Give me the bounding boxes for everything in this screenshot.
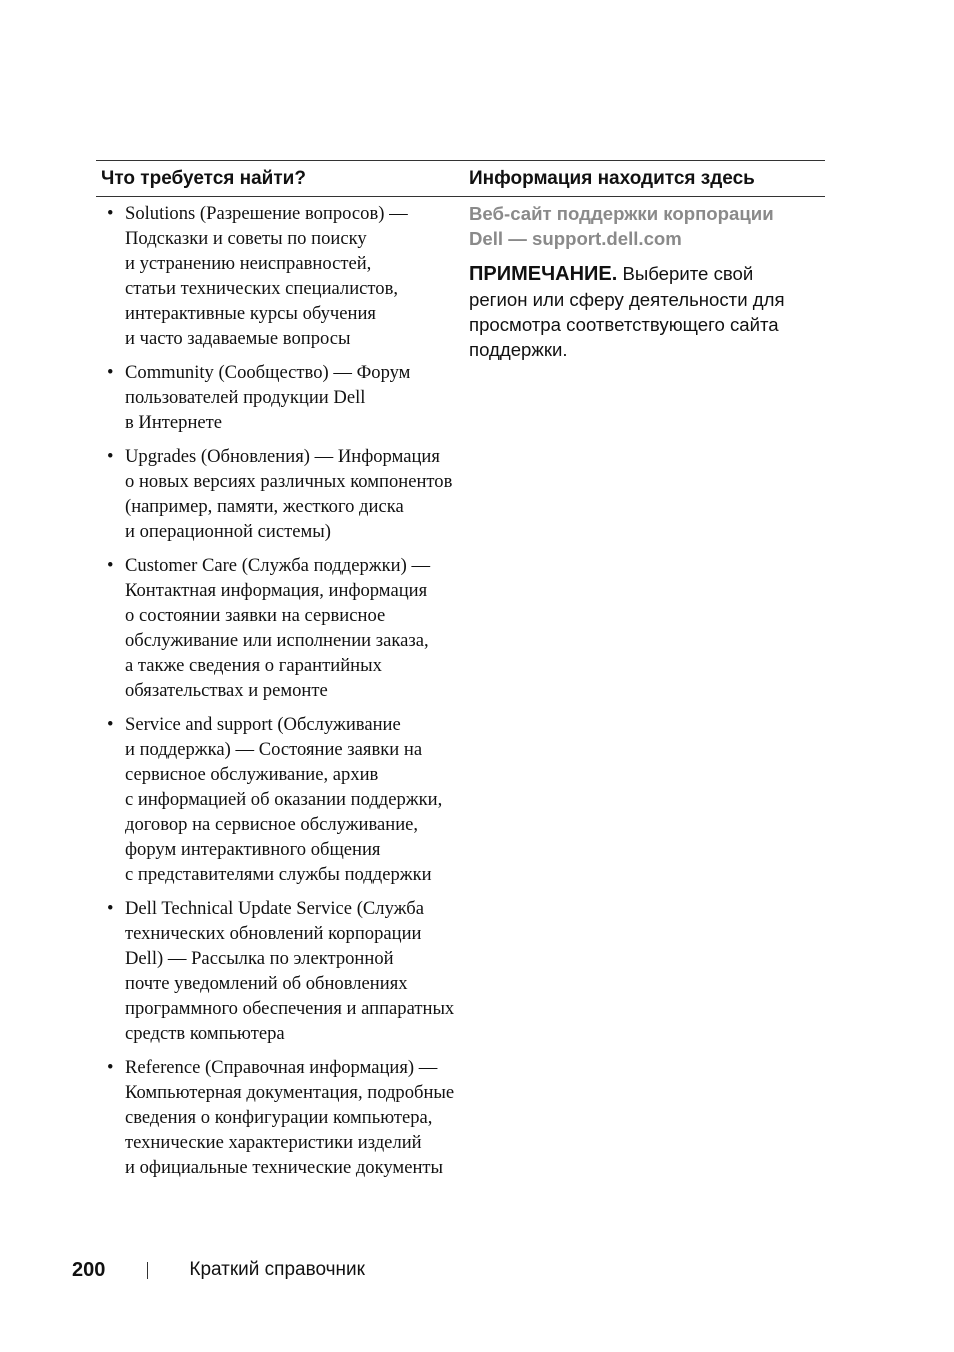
list-item-line: Reference (Справочная информация) — [125, 1057, 438, 1078]
list-item-line: и официальные технические документы [125, 1157, 444, 1178]
list-item-line: Upgrades (Обновления) — Информация [125, 446, 440, 467]
list-item-line: Подсказки и советы по поиску [125, 228, 367, 249]
list-item [96, 712, 463, 887]
list-item-line: с информацией об оказании поддержки, [125, 789, 443, 810]
list-item-line: Dell Technical Update Service (Служба [125, 898, 424, 919]
note-first-line [469, 261, 825, 287]
note-label: ПРИМЕЧАНИЕ. [469, 263, 618, 285]
source-column [463, 201, 825, 1189]
bullet-icon: • [107, 203, 114, 224]
bullet-icon: • [107, 714, 114, 735]
list-item [96, 1055, 463, 1180]
list-item [96, 201, 463, 351]
bullet-icon: • [107, 1057, 114, 1078]
table-body-row [96, 197, 825, 1189]
list-item-line: технических обновлений корпорации [125, 923, 422, 944]
list-item-line: Компьютерная документация, подробные [125, 1082, 455, 1103]
list-item-line: форум интерактивного общения [125, 839, 381, 860]
support-website [469, 201, 825, 251]
list-item [96, 360, 463, 435]
list-item [96, 896, 463, 1046]
list-item-line: Customer Care (Служба поддержки) — [125, 555, 431, 576]
website-line: Dell — support.dell.com [469, 228, 682, 249]
list-item-line: программного обеспечения и аппаратных [125, 998, 455, 1019]
list-item-line: Community (Сообщество) — Форум [125, 362, 411, 383]
list-item-line: Service and support (Обслуживание [125, 714, 401, 735]
bullet-icon: • [107, 555, 114, 576]
list-item-line: о новых версиях различных компонентов [125, 471, 453, 492]
page-number: 200 [72, 1258, 106, 1281]
header-where-to-find: Информация находится здесь [469, 167, 755, 189]
footer-separator [147, 1262, 148, 1279]
footer-title: Краткий справочник [189, 1259, 365, 1280]
list-item-line: и поддержка) — Состояние заявки на [125, 739, 423, 760]
topics-list [96, 201, 463, 1180]
list-item-line: обязательствах и ремонте [125, 680, 328, 701]
note-block [469, 261, 825, 362]
list-item-line: Dell) — Рассылка по электронной [125, 948, 394, 969]
header-what-to-find: Что требуется найти? [101, 167, 306, 189]
list-item-line: и операционной системы) [125, 521, 331, 542]
info-table [96, 160, 825, 1189]
website-line: Веб-сайт поддержки корпорации [469, 203, 774, 224]
list-item [96, 444, 463, 544]
list-item-line: в Интернете [125, 412, 223, 433]
bullet-icon: • [107, 362, 114, 383]
table-header-row [96, 161, 825, 196]
list-item-line: а также сведения о гарантийных [125, 655, 382, 676]
list-item-line: с представителями службы поддержки [125, 864, 432, 885]
list-item-line: (например, памяти, жесткого диска [125, 496, 404, 517]
list-item-line: сведения о конфигурации компьютера, [125, 1107, 433, 1128]
bullet-icon: • [107, 898, 114, 919]
list-item [96, 553, 463, 703]
note-text: просмотра соответствующего сайта [469, 314, 779, 335]
list-item-line: пользователей продукции Dell [125, 387, 366, 408]
list-item-line: о состоянии заявки на сервисное [125, 605, 386, 626]
list-item-line: и устранению неисправностей, [125, 253, 372, 274]
list-item-line: Контактная информация, информация [125, 580, 428, 601]
list-item-line: статьи технических специалистов, [125, 278, 399, 299]
topics-column [96, 201, 463, 1189]
note-text: Выберите свой [617, 263, 754, 284]
bullet-icon: • [107, 446, 114, 467]
list-item-line: средств компьютера [125, 1023, 285, 1044]
list-item-line: интерактивные курсы обучения [125, 303, 376, 324]
page-footer [72, 1256, 365, 1284]
list-item-line: почте уведомлений об обновлениях [125, 973, 408, 994]
list-item-line: обслуживание или исполнении заказа, [125, 630, 429, 651]
list-item-line: сервисное обслуживание, архив [125, 764, 379, 785]
note-text: поддержки. [469, 339, 568, 360]
list-item-line: Solutions (Разрешение вопросов) — [125, 203, 408, 224]
list-item-line: технические характеристики изделий [125, 1132, 422, 1153]
list-item-line: и часто задаваемые вопросы [125, 328, 351, 349]
list-item-line: договор на сервисное обслуживание, [125, 814, 419, 835]
note-text: регион или сферу деятельности для [469, 289, 785, 310]
